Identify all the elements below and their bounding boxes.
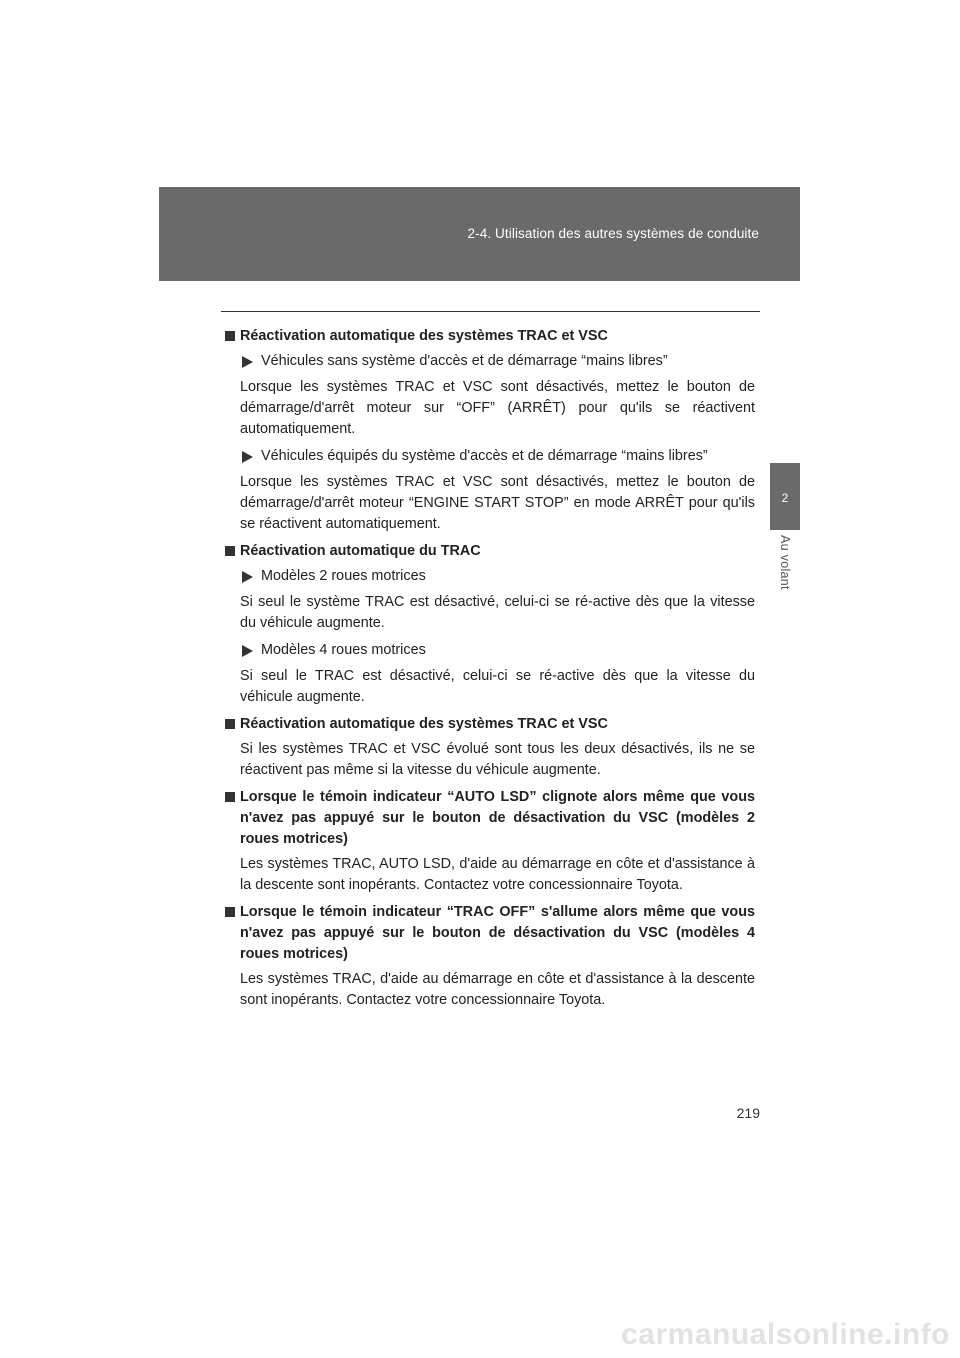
heading-text: Lorsque le témoin indicateur “AUTO LSD” clignote alors même que vous n'avez pas appuyé sur le bouton de désactivation du VSC (modèles 2 roues motrices) [240,789,755,847]
square-bullet-icon [225,331,235,341]
body-paragraph: Lorsque les systèmes TRAC et VSC sont désactivés, mettez le bouton de démarrage/d'arrêt moteur sur “OFF” (ARRÊT) pour qu'ils se réactivent automatiquement. [240,379,755,437]
page-body [224,326,755,1017]
chapter-number: 2 [781,491,789,505]
square-bullet-icon [225,792,235,802]
triangle-bullet-icon [242,451,253,463]
chapter-tab [770,463,800,530]
body-paragraph: Les systèmes TRAC, d'aide au démarrage en côte et d'assistance à la descente sont inopérants. Contactez votre concessionnaire Toyota. [240,971,755,1008]
condition-item [224,351,755,372]
triangle-bullet-icon [242,356,253,368]
header-rule [221,311,760,312]
heading-text: Réactivation automatique des systèmes TRAC et VSC [240,716,608,732]
body-paragraph: Si les systèmes TRAC et VSC évolué sont tous les deux désactivés, ils ne se réactivent pas même si la vitesse du véhicule augmente. [240,741,755,778]
body-paragraph: Les systèmes TRAC, AUTO LSD, d'aide au démarrage en côte et d'assistance à la descente sont inopérants. Contactez votre concessionnaire Toyota. [240,856,755,893]
condition-item [224,446,755,467]
triangle-bullet-icon [242,645,253,657]
section-heading [224,714,755,735]
chapter-header-band [159,187,800,281]
section-title: 2-4. Utilisation des autres systèmes de conduite [467,226,759,241]
condition-item [224,566,755,587]
condition-text: Véhicules sans système d'accès et de démarrage “mains libres” [261,353,668,369]
section-heading [224,787,755,850]
body-paragraph: Si seul le TRAC est désactivé, celui-ci se ré-active dès que la vitesse du véhicule augmente. [240,668,755,705]
square-bullet-icon [225,546,235,556]
condition-text: Véhicules équipés du système d'accès et de démarrage “mains libres” [261,448,708,464]
section-heading [224,326,755,347]
condition-text: Modèles 2 roues motrices [261,568,426,584]
section-heading [224,902,755,965]
chapter-label: Au volant [778,535,792,590]
heading-text: Réactivation automatique du TRAC [240,543,481,559]
condition-text: Modèles 4 roues motrices [261,642,426,658]
watermark: carmanualsonline.info [621,1318,950,1351]
square-bullet-icon [225,719,235,729]
page-number: 219 [736,1105,760,1121]
square-bullet-icon [225,907,235,917]
heading-text: Lorsque le témoin indicateur “TRAC OFF” s'allume alors même que vous n'avez pas appuyé sur le bouton de désactivation du VSC (modèles 4 roues motrices) [240,904,755,962]
section-heading [224,541,755,562]
body-paragraph: Si seul le système TRAC est désactivé, celui-ci se ré-active dès que la vitesse du véhicule augmente. [240,594,755,631]
condition-item [224,640,755,661]
heading-text: Réactivation automatique des systèmes TRAC et VSC [240,328,608,344]
triangle-bullet-icon [242,571,253,583]
body-paragraph: Lorsque les systèmes TRAC et VSC sont désactivés, mettez le bouton de démarrage/d'arrêt moteur “ENGINE START STOP” en mode ARRÊT pour qu'ils se réactivent automatiquement. [240,474,755,532]
